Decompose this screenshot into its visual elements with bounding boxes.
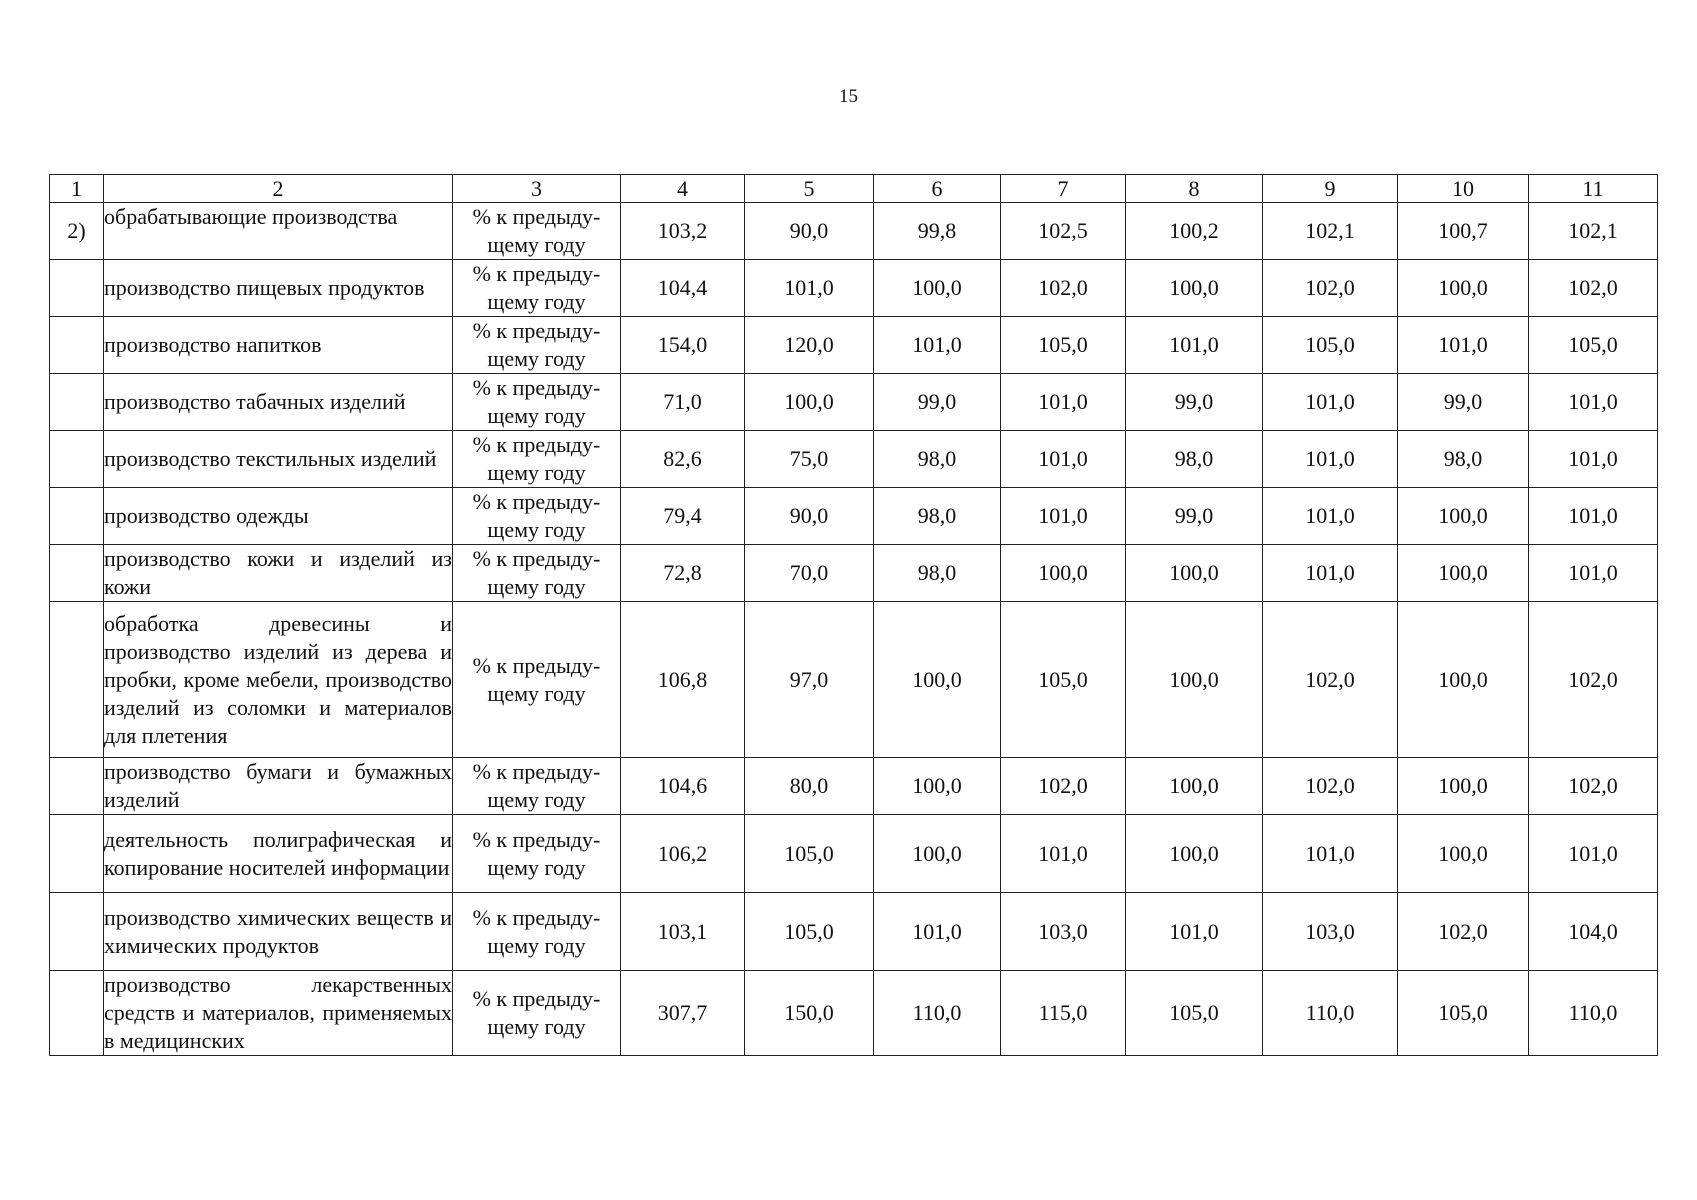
table-row [50,488,1658,545]
row-index-cell [50,815,104,893]
row-name-cell [104,971,453,1056]
value-cell-col-4: 103,2 [621,203,745,260]
value-cell-col-9: 101,0 [1263,488,1398,545]
value-cell-col-7: 102,5 [1001,203,1126,260]
value-cell-col-11: 101,0 [1529,374,1658,431]
row-index-cell [50,602,104,758]
value-cell-col-9: 110,0 [1263,971,1398,1056]
row-unit-cell: % к предыду-щему году [453,260,621,317]
table-row [50,260,1658,317]
value-cell-col-4: 307,7 [621,971,745,1056]
row-name-text: производство текстильных изделий [104,446,437,471]
header-cell-2: 2 [104,175,453,203]
table-row [50,545,1658,602]
row-name-text: производство одежды [104,503,309,528]
value-cell-col-6: 100,0 [874,758,1001,815]
row-name-text: обрабатывающие производства [104,204,398,229]
row-index-cell [50,545,104,602]
row-name-text: производство химических веществ и химических продуктов [104,904,452,958]
row-name-cell [104,431,453,488]
value-cell-col-10: 102,0 [1398,893,1529,971]
value-cell-col-5: 90,0 [745,203,874,260]
value-cell-col-9: 101,0 [1263,431,1398,488]
row-unit-cell: % к предыду-щему году [453,545,621,602]
value-cell-col-4: 82,6 [621,431,745,488]
value-cell-col-4: 103,1 [621,893,745,971]
value-cell-col-6: 98,0 [874,545,1001,602]
row-index-cell [50,374,104,431]
value-cell-col-5: 75,0 [745,431,874,488]
value-cell-col-10: 100,0 [1398,758,1529,815]
value-cell-col-9: 103,0 [1263,893,1398,971]
row-name-text: обработка древесины и производство изделий из дерева и пробки, кроме мебели, производство изделий из соломки и материалов для плетения [104,610,452,748]
header-cell-10: 10 [1398,175,1529,203]
value-cell-col-5: 101,0 [745,260,874,317]
header-cell-9: 9 [1263,175,1398,203]
row-unit-cell: % к предыду-щему году [453,374,621,431]
value-cell-col-11: 102,1 [1529,203,1658,260]
header-cell-7: 7 [1001,175,1126,203]
value-cell-col-11: 104,0 [1529,893,1658,971]
value-cell-col-5: 105,0 [745,815,874,893]
value-cell-col-4: 79,4 [621,488,745,545]
value-cell-col-6: 100,0 [874,260,1001,317]
value-cell-col-10: 101,0 [1398,317,1529,374]
value-cell-col-7: 102,0 [1001,758,1126,815]
value-cell-col-6: 99,0 [874,374,1001,431]
value-cell-col-6: 99,8 [874,203,1001,260]
value-cell-col-7: 101,0 [1001,374,1126,431]
value-cell-col-10: 99,0 [1398,374,1529,431]
header-cell-1: 1 [50,175,104,203]
value-cell-col-8: 100,0 [1126,602,1263,758]
row-name-cell [104,602,453,758]
row-index-cell [50,758,104,815]
row-index-cell [50,893,104,971]
value-cell-col-7: 101,0 [1001,431,1126,488]
value-cell-col-6: 100,0 [874,815,1001,893]
row-index-cell [50,431,104,488]
value-cell-col-5: 80,0 [745,758,874,815]
row-name-cell [104,815,453,893]
value-cell-col-9: 102,1 [1263,203,1398,260]
value-cell-col-4: 104,4 [621,260,745,317]
value-cell-col-7: 100,0 [1001,545,1126,602]
value-cell-col-9: 102,0 [1263,758,1398,815]
row-name-text: производство табачных изделий [104,389,406,414]
value-cell-col-7: 102,0 [1001,260,1126,317]
table-row [50,317,1658,374]
row-unit-cell: % к предыду-щему году [453,431,621,488]
value-cell-col-4: 104,6 [621,758,745,815]
value-cell-col-8: 100,0 [1126,815,1263,893]
value-cell-col-7: 101,0 [1001,488,1126,545]
value-cell-col-10: 100,7 [1398,203,1529,260]
value-cell-col-10: 100,0 [1398,815,1529,893]
row-index-cell [50,488,104,545]
table-row [50,602,1658,758]
row-unit-cell: % к предыду-щему году [453,488,621,545]
value-cell-col-11: 102,0 [1529,758,1658,815]
value-cell-col-5: 150,0 [745,971,874,1056]
row-index-cell [50,971,104,1056]
value-cell-col-11: 110,0 [1529,971,1658,1056]
value-cell-col-10: 105,0 [1398,971,1529,1056]
value-cell-col-9: 102,0 [1263,260,1398,317]
value-cell-col-11: 102,0 [1529,260,1658,317]
value-cell-col-6: 98,0 [874,431,1001,488]
value-cell-col-10: 100,0 [1398,260,1529,317]
row-name-text: производство пищевых продуктов [104,275,425,300]
value-cell-col-9: 102,0 [1263,602,1398,758]
value-cell-col-10: 100,0 [1398,488,1529,545]
header-cell-11: 11 [1529,175,1658,203]
value-cell-col-8: 98,0 [1126,431,1263,488]
value-cell-col-6: 101,0 [874,893,1001,971]
value-cell-col-8: 100,0 [1126,758,1263,815]
row-unit-cell: % к предыду-щему году [453,971,621,1056]
header-cell-6: 6 [874,175,1001,203]
value-cell-col-8: 100,0 [1126,260,1263,317]
value-cell-col-9: 105,0 [1263,317,1398,374]
value-cell-col-10: 98,0 [1398,431,1529,488]
value-cell-col-7: 115,0 [1001,971,1126,1056]
value-cell-col-5: 105,0 [745,893,874,971]
row-index-cell [50,260,104,317]
value-cell-col-9: 101,0 [1263,815,1398,893]
row-name-cell [104,488,453,545]
table-header-row [50,175,1658,203]
forecast-table [49,174,1658,1056]
row-name-text: деятельность полиграфическая и копирование носителей информации [104,826,452,880]
value-cell-col-9: 101,0 [1263,545,1398,602]
value-cell-col-4: 106,2 [621,815,745,893]
table-row [50,758,1658,815]
value-cell-col-8: 101,0 [1126,317,1263,374]
value-cell-col-11: 101,0 [1529,815,1658,893]
value-cell-col-6: 110,0 [874,971,1001,1056]
value-cell-col-7: 103,0 [1001,893,1126,971]
value-cell-col-4: 154,0 [621,317,745,374]
row-name-cell [104,893,453,971]
value-cell-col-8: 100,2 [1126,203,1263,260]
row-unit-cell: % к предыду-щему году [453,602,621,758]
page-number: 15 [839,86,858,107]
value-cell-col-11: 105,0 [1529,317,1658,374]
value-cell-col-11: 102,0 [1529,602,1658,758]
value-cell-col-11: 101,0 [1529,431,1658,488]
value-cell-col-8: 105,0 [1126,971,1263,1056]
row-name-cell [104,758,453,815]
row-name-text: производство кожи и изделий из кожи [104,546,452,599]
header-cell-4: 4 [621,175,745,203]
value-cell-col-6: 100,0 [874,602,1001,758]
value-cell-col-5: 70,0 [745,545,874,602]
value-cell-col-11: 101,0 [1529,488,1658,545]
row-unit-cell: % к предыду-щему году [453,758,621,815]
value-cell-col-10: 100,0 [1398,545,1529,602]
value-cell-col-11: 101,0 [1529,545,1658,602]
value-cell-col-4: 71,0 [621,374,745,431]
row-index-cell: 2) [50,203,104,260]
table-row [50,893,1658,971]
value-cell-col-5: 120,0 [745,317,874,374]
row-name-text: производство напитков [104,332,322,357]
row-index-cell [50,317,104,374]
header-cell-8: 8 [1126,175,1263,203]
value-cell-col-5: 100,0 [745,374,874,431]
row-unit-cell: % к предыду-щему году [453,893,621,971]
value-cell-col-8: 99,0 [1126,488,1263,545]
row-unit-cell: % к предыду-щему году [453,317,621,374]
value-cell-col-8: 101,0 [1126,893,1263,971]
header-cell-3: 3 [453,175,621,203]
row-name-text: производство бумаги и бумажных изделий [104,759,452,812]
value-cell-col-6: 98,0 [874,488,1001,545]
row-name-cell [104,545,453,602]
value-cell-col-8: 100,0 [1126,545,1263,602]
value-cell-col-5: 97,0 [745,602,874,758]
table-row [50,374,1658,431]
row-unit-cell: % к предыду-щему году [453,815,621,893]
value-cell-col-10: 100,0 [1398,602,1529,758]
value-cell-col-9: 101,0 [1263,374,1398,431]
table-row [50,815,1658,893]
table-row [50,971,1658,1056]
row-name-text: производство лекарственных средств и материалов, применяемых в медицинских [104,972,452,1053]
row-unit-cell: % к предыду-щему году [453,203,621,260]
value-cell-col-8: 99,0 [1126,374,1263,431]
value-cell-col-5: 90,0 [745,488,874,545]
value-cell-col-4: 72,8 [621,545,745,602]
table-row [50,431,1658,488]
value-cell-col-7: 105,0 [1001,602,1126,758]
table-row [50,203,1658,260]
value-cell-col-7: 105,0 [1001,317,1126,374]
value-cell-col-7: 101,0 [1001,815,1126,893]
value-cell-col-6: 101,0 [874,317,1001,374]
row-name-cell [104,317,453,374]
value-cell-col-4: 106,8 [621,602,745,758]
row-name-cell [104,203,453,260]
row-name-cell [104,260,453,317]
row-name-cell [104,374,453,431]
header-cell-5: 5 [745,175,874,203]
